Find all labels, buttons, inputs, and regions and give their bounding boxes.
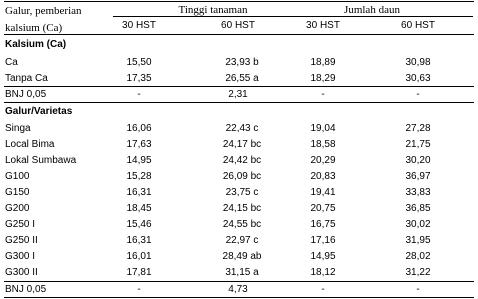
- table-cell: 36,97: [405, 171, 431, 182]
- table-cell: 16,31: [126, 235, 152, 246]
- bnj-label: BNJ 0,05: [5, 284, 47, 295]
- section-title-kalsium: Kalsium (Ca): [5, 39, 67, 50]
- table-row-label: Tanpa Ca: [5, 73, 48, 84]
- table-cell: 23,75 c: [225, 187, 259, 198]
- table-cell: 20,83: [310, 171, 336, 182]
- table-cell: 17,63: [126, 139, 152, 150]
- table-cell: 26,55 a: [225, 73, 259, 84]
- table-row-label: Local Bima: [5, 139, 55, 150]
- table-cell: 22,43 c: [225, 123, 259, 134]
- table-cell: 14,95: [126, 155, 152, 166]
- bnj-rule-2: [4, 281, 474, 282]
- table-cell: 31,15 a: [225, 267, 259, 278]
- table-cell: 24,55 bc: [222, 219, 262, 230]
- table-cell: 17,16: [310, 235, 336, 246]
- table-cell: 20,75: [310, 203, 336, 214]
- bnj-cell: 4,73: [228, 284, 248, 295]
- table-cell: 18,58: [310, 139, 336, 150]
- table-cell: 33,83: [405, 187, 431, 198]
- table-cell: 30,02: [405, 219, 431, 230]
- table-row-label: G200: [5, 203, 30, 214]
- bnj-cell: -: [416, 284, 420, 295]
- bnj-cell: -: [137, 284, 141, 295]
- bnj-cell: -: [321, 89, 325, 100]
- table-cell: 23,93 b: [225, 57, 259, 68]
- top-rule: [4, 1, 474, 2]
- table-cell: 16,06: [126, 123, 152, 134]
- group-header-tinggi-tanaman: Tinggi tanaman: [178, 4, 248, 16]
- bnj-rule-1: [4, 86, 474, 87]
- table-row-label: Lokal Sumbawa: [5, 155, 77, 166]
- table-row-label: Ca: [5, 57, 18, 68]
- table-cell: 27,28: [405, 123, 431, 134]
- table-cell: 14,95: [310, 251, 336, 262]
- table-row-label: G100: [5, 171, 30, 182]
- table-cell: 31,95: [405, 235, 431, 246]
- subheader-60hst-tinggi: 60 HST: [221, 20, 255, 31]
- bottom-rule: [4, 297, 474, 298]
- table-cell: 24,15 bc: [222, 203, 262, 214]
- group-rule-2: [280, 16, 473, 17]
- bnj-cell: -: [416, 89, 420, 100]
- table-row-label: G300 I: [5, 251, 36, 262]
- bnj-label: BNJ 0,05: [5, 89, 47, 100]
- table-cell: 18,89: [310, 57, 336, 68]
- table-cell: 17,35: [126, 73, 152, 84]
- table-cell: 36,85: [405, 203, 431, 214]
- table-cell: 22,97 c: [225, 235, 259, 246]
- table-cell: 16,75: [310, 219, 336, 230]
- row-header-line2: kalsium (Ca): [5, 22, 63, 34]
- table-cell: 19,41: [310, 187, 336, 198]
- subheader-60hst-daun: 60 HST: [401, 20, 435, 31]
- table-cell: 18,45: [126, 203, 152, 214]
- table-cell: 18,12: [310, 267, 336, 278]
- table-cell: 21,75: [405, 139, 431, 150]
- table-cell: 26,09 bc: [222, 171, 262, 182]
- table-cell: 30,63: [405, 73, 431, 84]
- table-cell: 19,04: [310, 123, 336, 134]
- table-row-label: G250 I: [5, 219, 36, 230]
- section-rule: [4, 102, 474, 103]
- table-cell: 16,01: [126, 251, 152, 262]
- table-row-label: G250 II: [5, 235, 38, 246]
- table-cell: 31,22: [405, 267, 431, 278]
- table-cell: 24,17 bc: [222, 139, 262, 150]
- table-cell: 15,46: [126, 219, 152, 230]
- table-row-label: G150: [5, 187, 30, 198]
- table-cell: 30,20: [405, 155, 431, 166]
- table-cell: 17,81: [126, 267, 152, 278]
- bnj-cell: -: [321, 284, 325, 295]
- section-title-galur: Galur/Varietas: [5, 106, 73, 117]
- bnj-cell: -: [137, 89, 141, 100]
- table-cell: 30,98: [405, 57, 431, 68]
- group-header-jumlah-daun: Jumlah daun: [344, 4, 400, 16]
- table-cell: 28,02: [405, 251, 431, 262]
- table-row-label: G300 II: [5, 267, 38, 278]
- table-cell: 15,50: [126, 57, 152, 68]
- table-cell: 15,28: [126, 171, 152, 182]
- table-row-label: Singa: [5, 123, 31, 134]
- table-cell: 18,29: [310, 73, 336, 84]
- row-header-line1: Galur, pemberian: [5, 5, 82, 17]
- bnj-cell: 2,31: [228, 89, 248, 100]
- table-cell: 24,42 bc: [222, 155, 262, 166]
- table-cell: 16,31: [126, 187, 152, 198]
- table-cell: 20,29: [310, 155, 336, 166]
- table-cell: 28,49 ab: [222, 251, 262, 262]
- subheader-30hst-tinggi: 30 HST: [122, 20, 156, 31]
- subheader-30hst-daun: 30 HST: [306, 20, 340, 31]
- header-bottom-rule: [4, 34, 474, 35]
